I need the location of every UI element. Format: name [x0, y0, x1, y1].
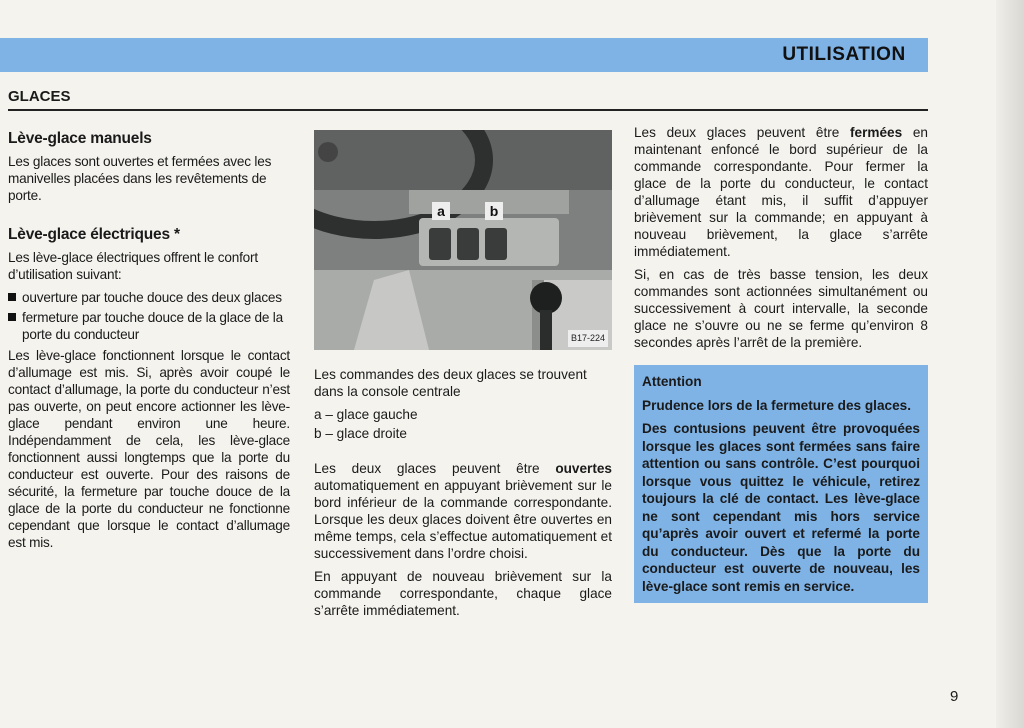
- opening-text-end: automatiquement en appuyant brièvement sur le bord inférieur de la commande correspondante. Lorsque les deux glaces doivent être ouvertes en même temps, cela s’effectue automatiquement et successivement dans l’ordre choisi.: [314, 478, 612, 561]
- section-title: UTILISATION: [782, 44, 906, 65]
- photo-label-a: a: [432, 202, 450, 220]
- stop-paragraph: En appuyant de nouveau brièvement sur la commande correspondante, chaque glace s’arrête immédiatement.: [314, 569, 612, 618]
- attention-line-2: Des contusions peuvent être provoquées lorsque les glaces sont fermées sans faire attention ou sans contrôle. C’est pourquoi lorsque vous quittez le véhicule, retirez toujours la clé de contact. Les lève-glace ne sont cependant mis hors service qu’après avoir ouvert et refermé la porte du conducteur. Dès que la porte du conducteur est ouverte de nouveau, les lève-glace sont remis en service.: [642, 421, 920, 594]
- bullet-square-icon: [8, 293, 16, 301]
- bullet-text: ouverture par touche douce des deux glaces: [22, 290, 282, 305]
- manual-windows-text: Les glaces sont ouvertes et fermées avec les manivelles placées dans les revêtements de porte.: [8, 154, 272, 203]
- electric-windows-body: Les lève-glace fonctionnent lorsque le contact d’allumage est mis. Si, après avoir coupé le contact d’allumage, la porte du conducteur n’est pas ouverte, on peut encore actionner les lève-glace pendant environ une heure. Indépendamment de cela, les lève-glace fonctionnent aussi longtemps que la porte du conducteur est ouverte. Pour des raisons de sécurité, la fermeture par touche douce de la glace de la porte du conducteur ne fonctionne cependant que lorsque le contact d’allumage est mis.: [8, 348, 290, 550]
- console-photo: [314, 130, 612, 350]
- closing-text-start: Les deux glaces peuvent être: [634, 125, 851, 140]
- photo-code: B17-224: [568, 330, 608, 347]
- opening-keyword: ouvertes: [555, 461, 612, 476]
- closing-keyword: fermées: [850, 125, 903, 140]
- bullet-text: fermeture par touche douce de la glace de la porte du conducteur: [22, 310, 283, 342]
- opening-text-start: Les deux glaces peuvent être: [314, 461, 556, 476]
- manual-windows-title: Lève-glace manuels: [8, 130, 152, 147]
- electric-windows-title: Lève-glace électriques *: [8, 226, 180, 243]
- closing-text-end: en maintenant enfoncé le bord supérieur de la commande correspondante. Pour fermer la glace de la porte du conducteur, le contact d’allumage étant mis, il suffit d’appuyer brièvement sur la commande; en appuyant à nouveau brièvement, la glace s’arrête immédiatement.: [634, 125, 928, 259]
- photo-label-b: b: [485, 202, 503, 220]
- middle-column: [314, 130, 612, 625]
- page-edge: [996, 0, 1024, 728]
- console-photo-illustration: [314, 130, 612, 350]
- chapter-rule: [8, 109, 928, 111]
- right-column: [634, 124, 928, 603]
- chapter-heading: GLACES: [8, 88, 71, 105]
- bullet-square-icon: [8, 313, 16, 321]
- electric-windows-intro: Les lève-glace électriques offrent le confort d’utilisation suivant:: [8, 250, 258, 282]
- closing-paragraph: [634, 124, 928, 260]
- item-b: b – glace droite: [314, 426, 407, 441]
- page-number: 9: [950, 688, 959, 705]
- opening-paragraph: [314, 460, 612, 562]
- photo-caption: Les commandes des deux glaces se trouvent dans la console centrale: [314, 367, 587, 399]
- attention-box: [634, 365, 928, 603]
- bullet-item: [8, 309, 290, 343]
- attention-line-1: Prudence lors de la fermeture des glaces.: [642, 397, 911, 413]
- low-voltage-paragraph: Si, en cas de très basse tension, les deux commandes sont actionnées simultanément ou successivement à court intervalle, la seconde glace ne s’ouvre ou ne se ferme qu’environ 8 secondes après l’arrêt de la première.: [634, 267, 928, 350]
- item-a: a – glace gauche: [314, 407, 418, 422]
- left-column: [8, 130, 290, 557]
- attention-title: Attention: [642, 374, 702, 389]
- bullet-item: [8, 289, 290, 306]
